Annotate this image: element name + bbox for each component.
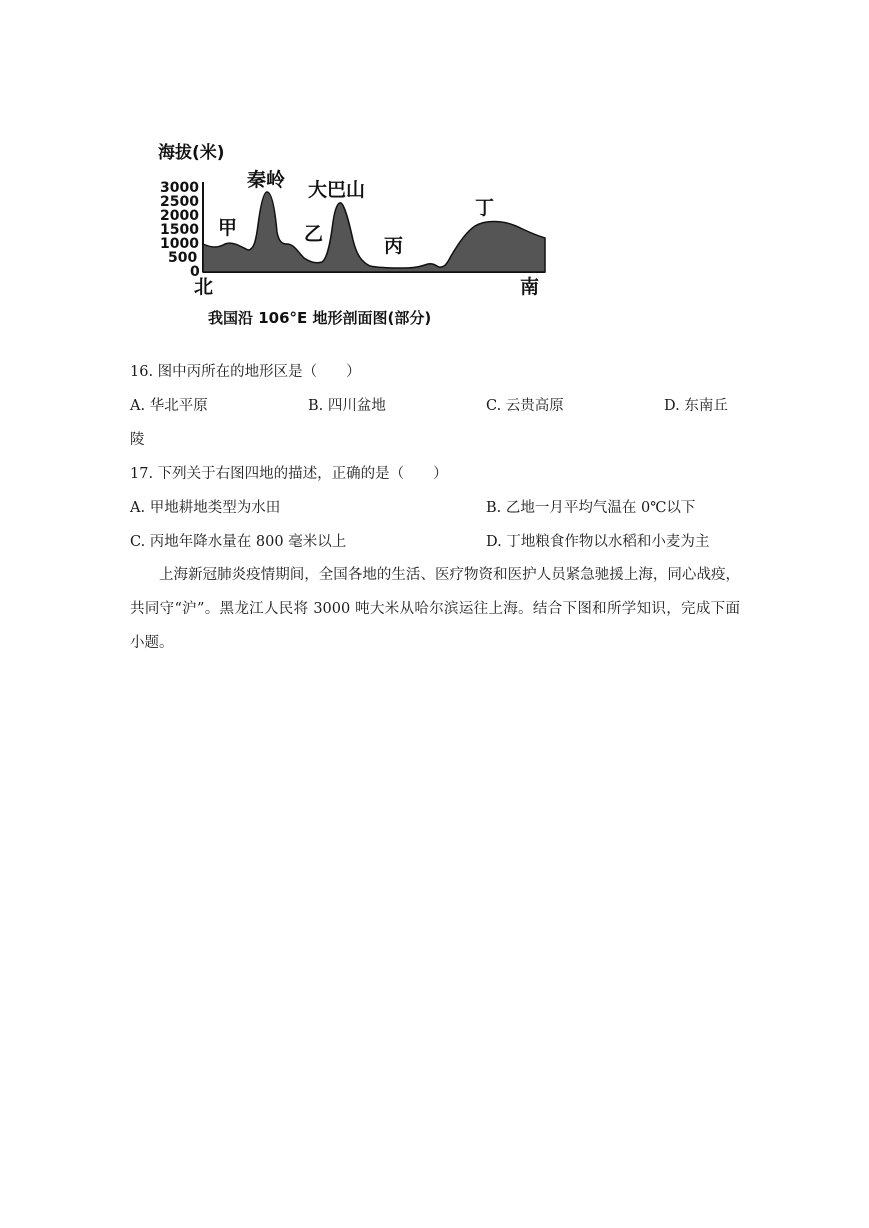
y-axis-label: 海拔(米) — [158, 143, 225, 163]
terrain-profile-figure — [130, 110, 550, 342]
y-tick-3000: 3000 — [160, 180, 199, 196]
terrain-profile-svg — [130, 110, 550, 342]
q17-option-d: D. 丁地粮食作物以水稻和小麦为主 — [486, 534, 710, 550]
q16-option-d: D. 东南丘 — [664, 398, 728, 414]
q17-option-c: C. 丙地年降水量在 800 毫米以上 — [130, 534, 347, 550]
q16-option-a: A. 华北平原 — [130, 398, 208, 414]
q16-option-b: B. 四川盆地 — [308, 398, 386, 414]
y-tick-1500: 1500 — [160, 222, 199, 238]
label-yi: 乙 — [304, 223, 324, 245]
figure-caption: 我国沿 106°E 地形剖面图(部分) — [208, 309, 432, 327]
label-south: 南 — [520, 276, 540, 298]
label-bing: 丙 — [384, 235, 404, 257]
label-ding: 丁 — [475, 197, 495, 219]
label-dabashan: 大巴山 — [308, 179, 366, 201]
y-tick-0: 0 — [190, 264, 200, 280]
q16-stem: 16. 图中丙所在的地形区是（ ） — [130, 364, 361, 380]
passage-paragraph: 上海新冠肺炎疫情期间，全国各地的生活、医疗物资和医护人员紧急驰援上海，同心战疫，共同守“沪”。黑龙江人民将 3000 吨大米从哈尔滨运往上海。结合下图和所学知识，完成下面小题。 — [130, 567, 740, 651]
y-tick-2000: 2000 — [160, 208, 199, 224]
q16-option-c: C. 云贵高原 — [486, 398, 564, 414]
y-tick-2500: 2500 — [160, 194, 199, 210]
q16-option-d-wrap: 陵 — [130, 432, 145, 448]
q17-option-b: B. 乙地一月平均气温在 0℃以下 — [486, 500, 696, 516]
q17-stem: 17. 下列关于右图四地的描述，正确的是（ ） — [130, 466, 448, 482]
label-jia: 甲 — [218, 217, 238, 239]
label-qinling: 秦岭 — [247, 169, 286, 191]
q17-option-a: A. 甲地耕地类型为水田 — [130, 500, 281, 516]
label-north: 北 — [194, 276, 214, 298]
y-tick-1000: 1000 — [160, 236, 199, 252]
y-tick-500: 500 — [168, 250, 198, 266]
